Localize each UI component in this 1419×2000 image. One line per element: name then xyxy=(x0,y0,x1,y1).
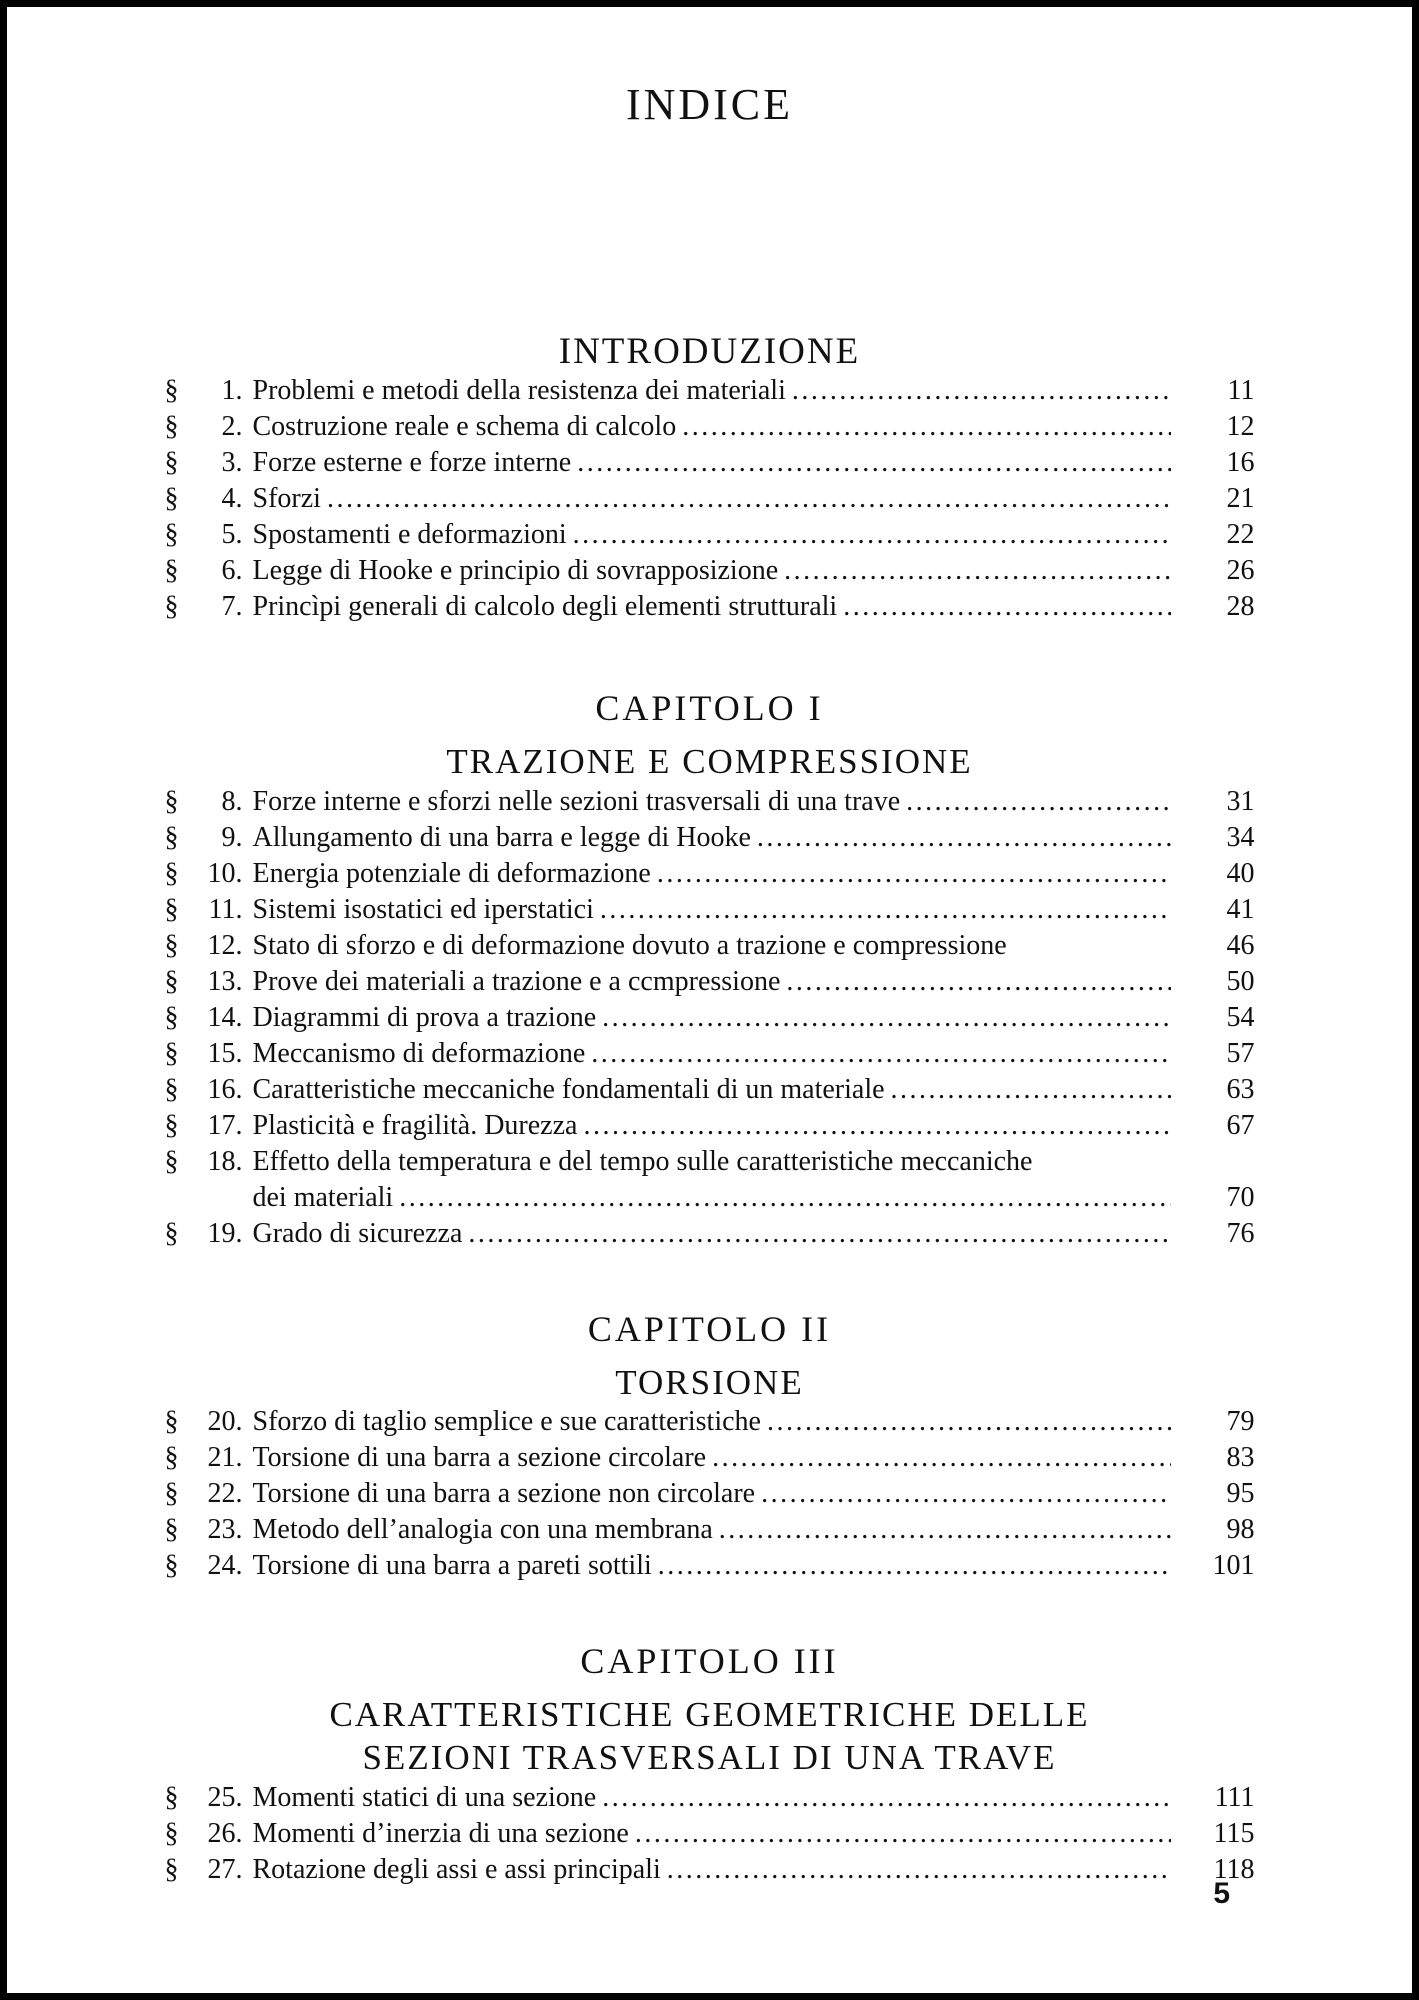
toc-entry[interactable] xyxy=(165,928,1255,964)
dot-leader xyxy=(843,589,1170,625)
section-symbol: § xyxy=(164,1442,179,1474)
entry-title: Grado di sicurezza xyxy=(252,1217,463,1249)
section-number: 8. xyxy=(221,785,243,817)
toc-entry[interactable] xyxy=(165,1780,1255,1816)
entry-title: Sforzo di taglio semplice e sue caratteristiche xyxy=(252,1406,761,1438)
dot-leader xyxy=(399,1180,1170,1216)
toc-entry-line2 xyxy=(165,1180,1255,1216)
section-symbol: § xyxy=(164,1001,179,1033)
toc-entry[interactable] xyxy=(165,784,1255,820)
section-symbol: § xyxy=(164,411,179,442)
dot-leader xyxy=(891,1072,1171,1108)
dot-leader xyxy=(786,964,1170,1000)
page-content xyxy=(7,7,1412,1993)
section-number: 6. xyxy=(221,555,243,586)
section-number: 7. xyxy=(221,591,243,622)
dot-leader xyxy=(658,1548,1171,1584)
section-number: 4. xyxy=(221,483,243,514)
page-number: 101 xyxy=(1212,1550,1255,1582)
toc-list-capitolo-i xyxy=(165,784,1255,1252)
entry-title: Meccanismo di deformazione xyxy=(252,1037,586,1069)
toc-list-capitolo-iii xyxy=(165,1780,1255,1888)
dot-leader xyxy=(635,1816,1171,1852)
dot-leader xyxy=(602,1780,1170,1816)
dot-leader xyxy=(719,1512,1171,1548)
chapter-number-i: CAPITOLO I xyxy=(595,688,824,728)
dot-leader xyxy=(767,1404,1171,1440)
toc-entry[interactable] xyxy=(165,964,1255,1000)
entry-title: Momenti d’inerzia di una sezione xyxy=(252,1817,629,1849)
toc-entry[interactable] xyxy=(165,481,1255,517)
page-number: 98 xyxy=(1226,1514,1255,1546)
page-number: 11 xyxy=(1227,375,1255,406)
page-number: 26 xyxy=(1226,555,1255,586)
section-symbol: § xyxy=(164,591,179,622)
dot-leader xyxy=(591,1036,1170,1072)
page-number: 115 xyxy=(1213,1817,1255,1849)
section-number: 20. xyxy=(207,1406,243,1438)
section-capitolo-ii xyxy=(7,1308,1412,1585)
toc-entry[interactable] xyxy=(165,1072,1255,1108)
entry-title: Sistemi isostatici ed iperstatici xyxy=(252,893,594,925)
section-heading-introduzione: INTRODUZIONE xyxy=(558,331,861,372)
section-number: 3. xyxy=(221,447,243,478)
section-introduzione xyxy=(7,330,1412,625)
page-number: 50 xyxy=(1226,965,1255,997)
toc-list-capitolo-ii xyxy=(165,1404,1255,1584)
section-symbol: § xyxy=(164,1037,179,1069)
toc-entry[interactable] xyxy=(165,820,1255,856)
page-number: 118 xyxy=(1213,1853,1255,1885)
toc-entry[interactable] xyxy=(165,1216,1255,1252)
toc-entry[interactable] xyxy=(165,373,1255,409)
chapter-name-iii-line1: CARATTERISTICHE GEOMETRICHE DELLE xyxy=(329,1695,1090,1735)
page-number: 41 xyxy=(1226,893,1255,925)
section-symbol: § xyxy=(164,1853,179,1885)
section-symbol: § xyxy=(164,1073,179,1105)
section-symbol: § xyxy=(164,447,179,478)
page-number: 76 xyxy=(1226,1217,1255,1249)
toc-entry[interactable] xyxy=(165,445,1255,481)
section-symbol: § xyxy=(164,821,179,853)
section-number: 12. xyxy=(207,929,243,961)
chapter-number-ii: CAPITOLO II xyxy=(587,1308,832,1349)
section-number: 13. xyxy=(207,965,243,997)
entry-title: Effetto della temperatura e del tempo sulle caratteristiche meccaniche xyxy=(252,1145,1033,1177)
chapter-name-iii xyxy=(7,1694,1412,1779)
page-number: 63 xyxy=(1226,1073,1255,1105)
page-number: 40 xyxy=(1226,857,1255,889)
page-number: 111 xyxy=(1214,1781,1255,1813)
entry-title: Momenti statici di una sezione xyxy=(252,1781,597,1813)
page-number: 54 xyxy=(1226,1001,1255,1033)
entry-title: Torsione di una barra a sezione circolare xyxy=(252,1442,707,1474)
section-number: 2. xyxy=(221,411,243,442)
section-symbol: § xyxy=(164,1478,179,1510)
section-number: 9. xyxy=(221,821,243,853)
toc-entry[interactable] xyxy=(165,517,1255,553)
dot-leader xyxy=(712,1440,1170,1476)
chapter-name-iii-line2: SEZIONI TRASVERSALI DI UNA TRAVE xyxy=(362,1738,1057,1778)
section-symbol: § xyxy=(164,929,179,961)
section-symbol: § xyxy=(164,519,179,550)
section-symbol: § xyxy=(164,785,179,817)
entry-title: Prove dei materiali a trazione e a ccmpressione xyxy=(252,965,781,997)
page-number: 46 xyxy=(1226,929,1255,961)
section-symbol: § xyxy=(164,1550,179,1582)
section-number: 21. xyxy=(207,1442,243,1474)
entry-title: Caratteristiche meccaniche fondamentali di un materiale xyxy=(252,1073,885,1105)
entry-title: Stato di sforzo e di deformazione dovuto a trazione e compressione xyxy=(252,929,1007,961)
toc-entry[interactable] xyxy=(165,1852,1255,1888)
toc-entry[interactable] xyxy=(165,1816,1255,1852)
page-number: 70 xyxy=(1226,1181,1255,1213)
section-capitolo-i xyxy=(7,687,1412,1252)
chapter-name-ii: TORSIONE xyxy=(615,1362,804,1402)
dot-leader xyxy=(682,409,1170,445)
entry-title-continued: dei materiali xyxy=(252,1181,394,1213)
dot-leader xyxy=(757,820,1171,856)
dot-leader xyxy=(657,856,1171,892)
entry-title: Legge di Hooke e principio di sovrapposizione xyxy=(252,555,779,586)
entry-title: Rotazione degli assi e assi principali xyxy=(252,1853,661,1885)
page-title: INDICE xyxy=(625,80,794,129)
entry-title: Problemi e metodi della resistenza dei materiali xyxy=(252,375,786,406)
section-symbol: § xyxy=(164,1781,179,1813)
page-number: 16 xyxy=(1226,447,1255,478)
dot-leader xyxy=(577,445,1170,481)
chapter-name-i: TRAZIONE E COMPRESSIONE xyxy=(446,742,973,781)
section-symbol: § xyxy=(164,1817,179,1849)
section-number: 1. xyxy=(221,375,243,406)
section-capitolo-iii xyxy=(7,1640,1412,1887)
dot-leader xyxy=(784,553,1170,589)
dot-leader xyxy=(602,1000,1170,1036)
entry-title: Spostamenti e deformazioni xyxy=(252,519,567,550)
dot-leader xyxy=(573,517,1171,553)
entry-title: Torsione di una barra a pareti sottili xyxy=(252,1550,652,1582)
toc-entry[interactable] xyxy=(165,892,1255,928)
toc-entry[interactable] xyxy=(165,409,1255,445)
section-symbol: § xyxy=(164,1109,179,1141)
section-number: 16. xyxy=(207,1073,243,1105)
chapter-number-iii: CAPITOLO III xyxy=(580,1641,839,1682)
entry-title: Princìpi generali di calcolo degli elementi strutturali xyxy=(252,591,838,622)
section-number: 25. xyxy=(207,1781,243,1813)
section-symbol: § xyxy=(164,965,179,997)
page-number: 21 xyxy=(1226,483,1255,514)
section-symbol: § xyxy=(164,1145,179,1177)
dot-leader xyxy=(600,892,1171,928)
toc-entry[interactable] xyxy=(165,1144,1255,1216)
entry-title: Metodo dell’analogia con una membrana xyxy=(252,1514,713,1546)
toc-entry[interactable] xyxy=(165,1548,1255,1584)
section-number: 15. xyxy=(207,1037,243,1069)
section-number: 19. xyxy=(207,1217,243,1249)
dot-leader xyxy=(667,1852,1171,1888)
toc-entry[interactable] xyxy=(165,553,1255,589)
section-number: 5. xyxy=(221,519,243,550)
toc-entry[interactable] xyxy=(165,1000,1255,1036)
dot-leader xyxy=(906,784,1170,820)
toc-entry[interactable] xyxy=(165,1512,1255,1548)
dot-leader xyxy=(792,373,1171,409)
dot-leader xyxy=(327,481,1171,517)
entry-title: Sforzi xyxy=(252,483,321,514)
section-symbol: § xyxy=(164,1217,179,1249)
entry-title: Forze esterne e forze interne xyxy=(252,447,572,478)
section-number: 24. xyxy=(207,1550,243,1582)
toc-entry[interactable] xyxy=(165,589,1255,625)
page-number: 95 xyxy=(1226,1478,1255,1510)
section-number: 27. xyxy=(207,1853,243,1885)
toc-entry[interactable] xyxy=(165,1440,1255,1476)
dot-leader xyxy=(583,1108,1170,1144)
dot-leader xyxy=(468,1216,1170,1252)
page-number: 28 xyxy=(1226,591,1255,622)
section-number: 17. xyxy=(207,1109,243,1141)
page-number: 34 xyxy=(1226,821,1255,853)
section-number: 11. xyxy=(208,893,243,925)
entry-title: Diagrammi di prova a trazione xyxy=(252,1001,597,1033)
section-number: 14. xyxy=(207,1001,243,1033)
entry-title: Forze interne e sforzi nelle sezioni trasversali di una trave xyxy=(252,785,901,817)
section-number: 22. xyxy=(207,1478,243,1510)
page-number: 12 xyxy=(1226,411,1255,442)
section-number: 10. xyxy=(207,857,243,889)
section-symbol: § xyxy=(164,375,179,406)
section-symbol: § xyxy=(164,893,179,925)
toc-entry[interactable] xyxy=(165,1404,1255,1440)
toc-entry[interactable] xyxy=(165,1476,1255,1512)
dot-leader xyxy=(761,1476,1170,1512)
page-number: 79 xyxy=(1226,1406,1255,1438)
entry-title: Plasticità e fragilità. Durezza xyxy=(252,1109,578,1141)
page-number: 67 xyxy=(1226,1109,1255,1141)
section-symbol: § xyxy=(164,857,179,889)
section-number: 18. xyxy=(207,1145,243,1177)
section-symbol: § xyxy=(164,483,179,514)
section-number: 26. xyxy=(207,1817,243,1849)
entry-title: Torsione di una barra a sezione non circolare xyxy=(252,1478,756,1510)
toc-entry[interactable] xyxy=(165,1036,1255,1072)
toc-entry[interactable] xyxy=(165,856,1255,892)
toc-entry[interactable] xyxy=(165,1108,1255,1144)
page-number: 57 xyxy=(1226,1037,1255,1069)
page-number: 22 xyxy=(1226,519,1255,550)
entry-title: Costruzione reale e schema di calcolo xyxy=(252,411,677,442)
section-symbol: § xyxy=(164,555,179,586)
entry-title: Allungamento di una barra e legge di Hooke xyxy=(252,821,751,853)
section-symbol: § xyxy=(164,1406,179,1438)
page-number: 83 xyxy=(1226,1442,1255,1474)
toc-entry-line1 xyxy=(165,1144,1255,1180)
section-number: 23. xyxy=(207,1514,243,1546)
toc-list-introduzione xyxy=(165,373,1255,625)
page-folio-number: 5 xyxy=(1213,1877,1230,1910)
entry-title: Energia potenziale di deformazione xyxy=(252,857,651,889)
section-symbol: § xyxy=(164,1514,179,1546)
page-number: 31 xyxy=(1226,785,1255,817)
